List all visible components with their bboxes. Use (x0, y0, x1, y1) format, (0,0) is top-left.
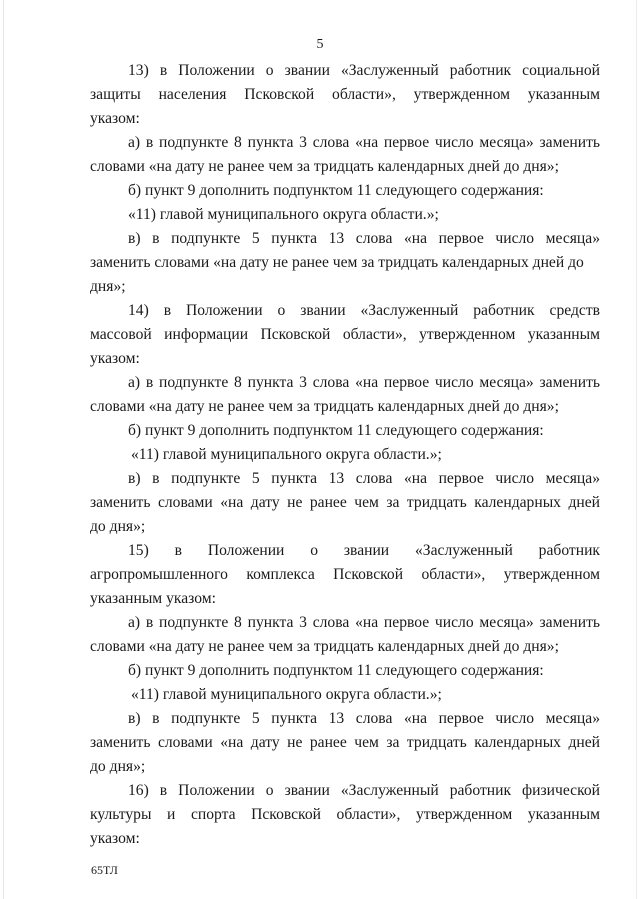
text-line: защиты населения Псковской области», утвержденном указанным (90, 86, 600, 103)
page-number: 5 (316, 37, 324, 52)
text-line: дня»; (90, 278, 126, 295)
text-line: словами «на дату не ранее чем за тридцать календарных дней до дня»; (90, 398, 559, 415)
text-line: 15) в Положении о звании «Заслуженный работник (128, 542, 600, 559)
text-line: заменить словами «на дату не ранее чем за тридцать календарных дней (90, 734, 600, 751)
text-line: указом: (90, 350, 140, 367)
text-line: массовой информации Псковской области», утвержденном указанным (90, 326, 600, 343)
text-line: в) в подпункте 5 пункта 13 слова «на первое число месяца» (128, 710, 600, 727)
text-line: а) в подпункте 8 пункта 3 слова «на первое число месяца» заменить (128, 614, 600, 631)
text-line: 16) в Положении о звании «Заслуженный работник физической (128, 782, 600, 799)
document-code: 65ТЛ (91, 863, 118, 877)
text-line: словами «на дату не ранее чем за тридцать календарных дней до дня»; (90, 158, 559, 175)
text-line: до дня»; (90, 518, 146, 535)
text-line: а) в подпункте 8 пункта 3 слова «на первое число месяца» заменить (128, 134, 600, 151)
text-line: заменить словами «на дату не ранее чем за тридцать календарных дней до (90, 254, 584, 271)
text-line: словами «на дату не ранее чем за тридцать календарных дней до дня»; (90, 638, 559, 655)
text-line: в) в подпункте 5 пункта 13 слова «на первое число месяца» (128, 470, 600, 487)
text-line: «11) главой муниципального округа области.»; (128, 206, 439, 223)
text-line: агропромышленного комплекса Псковской области», утвержденном (90, 566, 600, 583)
page-edge-right (636, 0, 637, 899)
text-line: б) пункт 9 дополнить подпунктом 11 следующего содержания: (128, 182, 544, 199)
text-line: указом: (90, 830, 140, 847)
text-line: «11) главой муниципального округа области.»; (131, 446, 442, 463)
text-line: до дня»; (90, 758, 146, 775)
text-line: 14) в Положении о звании «Заслуженный работник средств (128, 302, 600, 319)
text-line: культуры и спорта Псковской области», утвержденном указанным (90, 806, 600, 823)
text-line: в) в подпункте 5 пункта 13 слова «на первое число месяца» (128, 230, 600, 247)
page-edge-left (3, 0, 4, 899)
text-line: б) пункт 9 дополнить подпунктом 11 следующего содержания: (128, 662, 544, 679)
text-line: «11) главой муниципального округа области.»; (131, 686, 442, 703)
text-line: указанным указом: (90, 590, 216, 607)
text-line: 13) в Положении о звании «Заслуженный работник социальной (128, 62, 600, 79)
text-line: а) в подпункте 8 пункта 3 слова «на первое число месяца» заменить (128, 374, 600, 391)
text-line: б) пункт 9 дополнить подпунктом 11 следующего содержания: (128, 422, 544, 439)
text-line: указом: (90, 110, 140, 127)
text-line: заменить словами «на дату не ранее чем за тридцать календарных дней (90, 494, 600, 511)
